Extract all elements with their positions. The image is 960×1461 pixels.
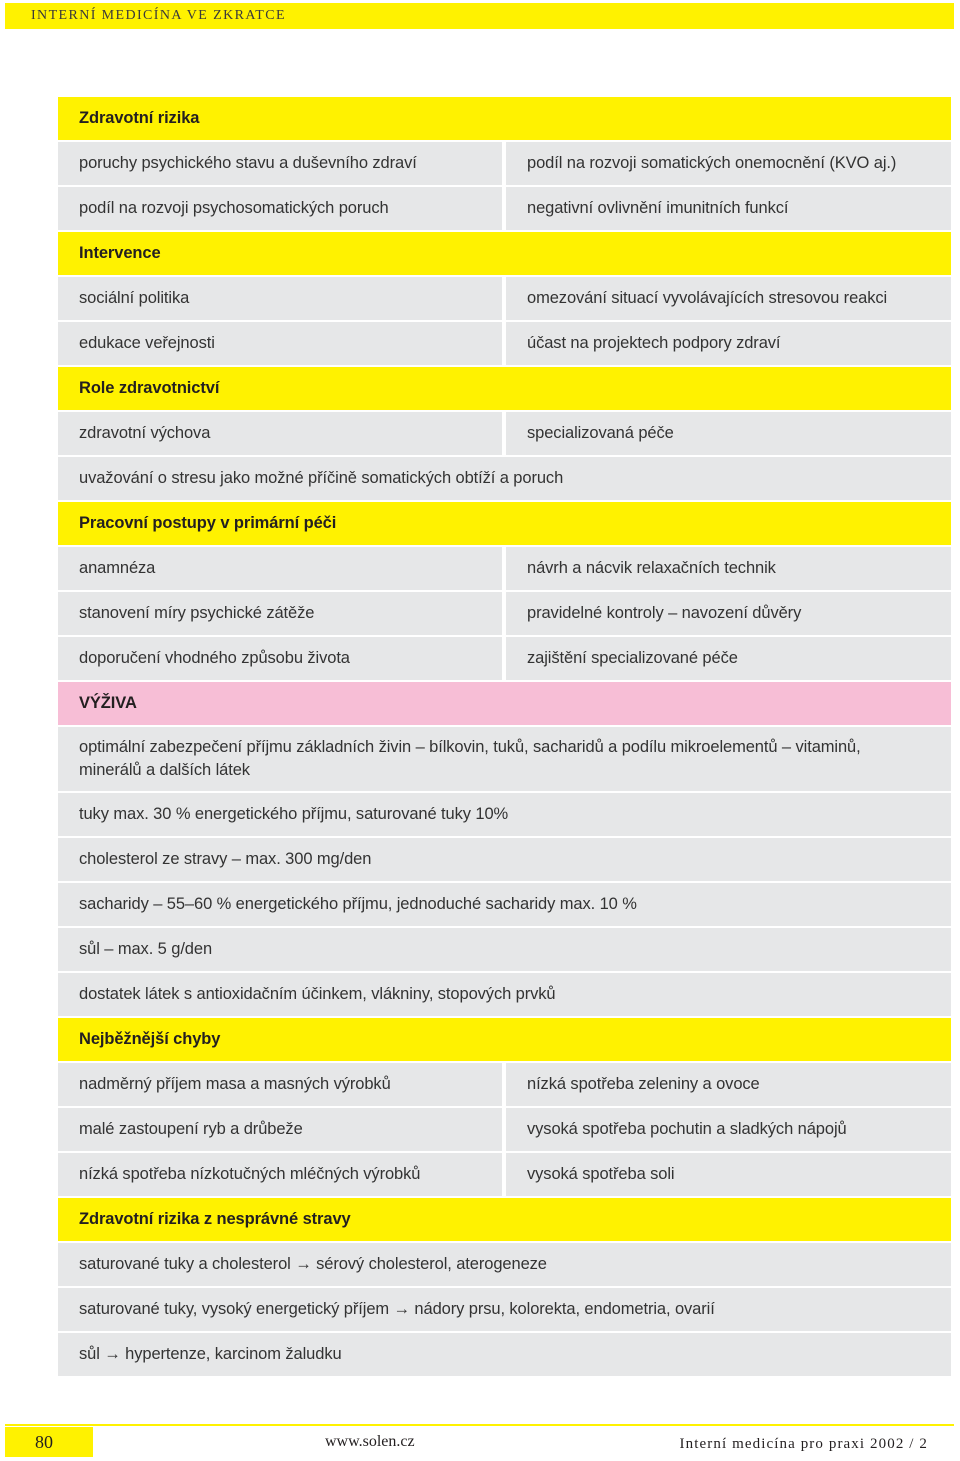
table-row xyxy=(58,973,951,1016)
table-cell-full: sůl → hypertenze, karcinom žaludku xyxy=(58,1333,951,1376)
table-row xyxy=(58,97,951,140)
page-footer xyxy=(5,1427,954,1457)
section-heading: Nejběžnější chyby xyxy=(58,1018,951,1061)
table-row xyxy=(58,1153,951,1196)
chapter-heading: VÝŽIVA xyxy=(58,682,951,725)
table-cell-left: anamnéza xyxy=(58,547,502,590)
table-cell-right: vysoká spotřeba soli xyxy=(506,1153,951,1196)
table-row xyxy=(58,187,951,230)
table-cell-left: stanovení míry psychické zátěže xyxy=(58,592,502,635)
table-row xyxy=(58,412,951,455)
table-row xyxy=(58,793,951,836)
table-cell-left: sociální politika xyxy=(58,277,502,320)
table-row xyxy=(58,592,951,635)
table-cell-right: vysoká spotřeba pochutin a sladkých nápojů xyxy=(506,1108,951,1151)
table-row xyxy=(58,367,951,410)
section-heading: Pracovní postupy v primární péči xyxy=(58,502,951,545)
table-cell-right: pravidelné kontroly – navození důvěry xyxy=(506,592,951,635)
table-row xyxy=(58,502,951,545)
running-header-title: INTERNÍ MEDICÍNA VE ZKRATCE xyxy=(31,8,286,23)
table-row xyxy=(58,682,951,725)
table-cell-full: saturované tuky, vysoký energetický příjem → nádory prsu, kolorekta, endometria, ovarií xyxy=(58,1288,951,1331)
section-heading: Role zdravotnictví xyxy=(58,367,951,410)
table-row xyxy=(58,838,951,881)
table-row xyxy=(58,1243,951,1286)
table-row xyxy=(58,322,951,365)
table-cell-left: nízká spotřeba nízkotučných mléčných výrobků xyxy=(58,1153,502,1196)
section-heading: Zdravotní rizika xyxy=(58,97,951,140)
table-row xyxy=(58,142,951,185)
table-cell-right: omezování situací vyvolávajících stresovou reakci xyxy=(506,277,951,320)
table-row xyxy=(58,1063,951,1106)
table-cell-left: edukace veřejnosti xyxy=(58,322,502,365)
table-row xyxy=(58,727,951,791)
table-cell-left: nadměrný příjem masa a masných výrobků xyxy=(58,1063,502,1106)
table-cell-full: uvažování o stresu jako možné příčině somatických obtíží a poruch xyxy=(58,457,951,500)
table-cell-full: tuky max. 30 % energetického příjmu, saturované tuky 10% xyxy=(58,793,951,836)
table-cell-left: malé zastoupení ryb a drůbeže xyxy=(58,1108,502,1151)
table-cell-full: sacharidy – 55–60 % energetického příjmu, jednoduché sacharidy max. 10 % xyxy=(58,883,951,926)
table-row xyxy=(58,928,951,971)
page-number: 80 xyxy=(5,1427,93,1457)
table-cell-left: zdravotní výchova xyxy=(58,412,502,455)
table-row xyxy=(58,277,951,320)
table-row xyxy=(58,637,951,680)
table-cell-right: specializovaná péče xyxy=(506,412,951,455)
table-cell-right: negativní ovlivnění imunitních funkcí xyxy=(506,187,951,230)
table-cell-full: optimální zabezpečení příjmu základních živin – bílkovin, tuků, sacharidů a podílu mikroelementů – vitaminů, minerálů a dalších látek xyxy=(58,727,951,791)
section-heading: Zdravotní rizika z nesprávné stravy xyxy=(58,1198,951,1241)
website-link[interactable]: www.solen.cz xyxy=(325,1433,415,1450)
table-row xyxy=(58,547,951,590)
table-row xyxy=(58,1198,951,1241)
table-cell-left: poruchy psychického stavu a duševního zdraví xyxy=(58,142,502,185)
table-row xyxy=(58,1018,951,1061)
table-cell-right: podíl na rozvoji somatických onemocnění (KVO aj.) xyxy=(506,142,951,185)
table-cell-full: sůl – max. 5 g/den xyxy=(58,928,951,971)
journal-citation: Interní medicína pro praxi 2002 / 2 xyxy=(679,1436,928,1452)
table-row xyxy=(58,232,951,275)
table-row xyxy=(58,457,951,500)
summary-table xyxy=(58,97,951,1376)
table-cell-full: saturované tuky a cholesterol → sérový cholesterol, aterogeneze xyxy=(58,1243,951,1286)
table-cell-full: dostatek látek s antioxidačním účinkem, vlákniny, stopových prvků xyxy=(58,973,951,1016)
table-cell-full: cholesterol ze stravy – max. 300 mg/den xyxy=(58,838,951,881)
table-cell-right: nízká spotřeba zeleniny a ovoce xyxy=(506,1063,951,1106)
section-heading: Intervence xyxy=(58,232,951,275)
table-cell-right: účast na projektech podpory zdraví xyxy=(506,322,951,365)
table-row xyxy=(58,883,951,926)
table-cell-left: podíl na rozvoji psychosomatických poruch xyxy=(58,187,502,230)
table-cell-right: zajištění specializované péče xyxy=(506,637,951,680)
table-cell-left: doporučení vhodného způsobu života xyxy=(58,637,502,680)
running-header xyxy=(5,3,954,29)
footer-rule xyxy=(5,1424,954,1426)
table-row xyxy=(58,1333,951,1376)
table-cell-right: návrh a nácvik relaxačních technik xyxy=(506,547,951,590)
table-row xyxy=(58,1108,951,1151)
table-row xyxy=(58,1288,951,1331)
